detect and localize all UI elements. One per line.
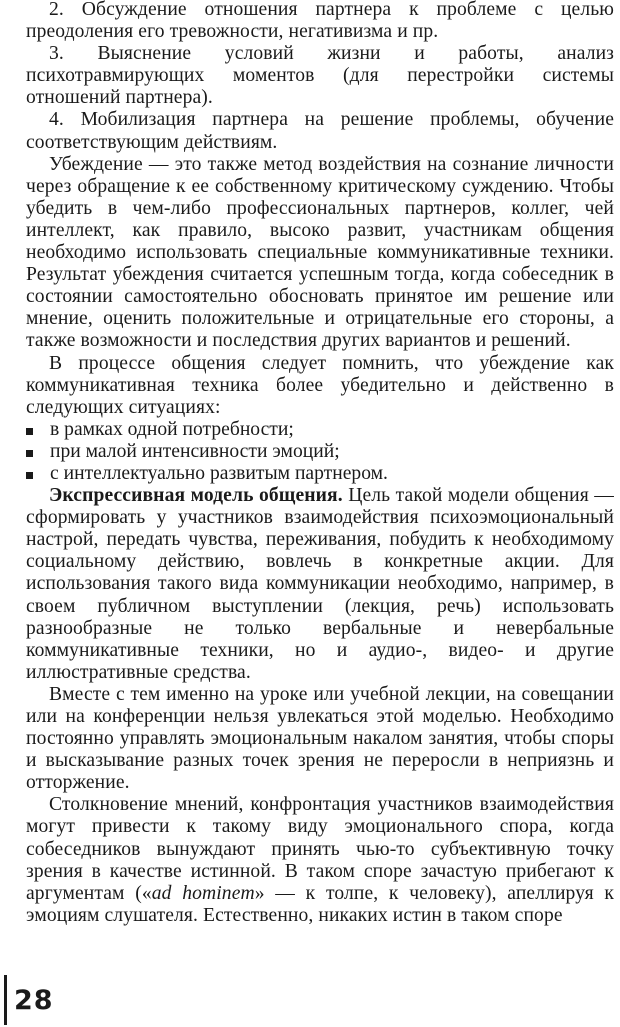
bullet-square-icon [26, 450, 33, 457]
paragraph-step-4: 4. Мобилизация партнера на решение проблемы, обучение соответствующим действиям. [26, 109, 614, 153]
paragraph-confrontation [26, 794, 614, 927]
page-number: 28 [14, 985, 54, 1016]
paragraph-text: » — к толпе, к человеку), апеллируя к эмоциям слушателя. Естественно, никаких истин в таком споре [26, 882, 614, 926]
situations-list [26, 419, 614, 485]
paragraph-persuasion-situations: В процессе общения следует помнить, что убеждение как коммуникативная техника более убедительно и действенно в следующих ситуациях: [26, 352, 614, 418]
page-number-rule [4, 975, 7, 1025]
list-item [26, 441, 614, 463]
list-item-text: в рамках одной потребности; [50, 418, 294, 440]
paragraph-text: Столкновение мнений, конфронтация участников взаимодействия могут привести к такому виду эмоционального спора, когда собеседников вынуждают принять чью-то субъективную точку зрения в качестве истинной. В таком споре зачастую прибегают к аргументам (« [26, 794, 614, 904]
paragraph-expressive-model [26, 485, 614, 684]
list-item-text: при малой интенсивности эмоций; [50, 440, 340, 462]
paragraph-step-3: 3. Выяснение условий жизни и работы, анализ психотравмирующих моментов (для перестройки системы отношений партнера). [26, 43, 614, 109]
paragraph-text: Цель такой модели общения — сформировать у участников взаимодействия психоэмоциональный настрой, передать чувства, переживания, побудить к необходимому социальному действию, вовлечь в конкретные акции. Для использования такого вида коммуникации необходимо, например, в своем публичном выступлении (лекция, речь) использовать разнообразные не только вербальные и невербальные коммуникативные техники, но и аудио-, видео- и другие иллюстративные средства. [26, 485, 614, 683]
paragraph-step-2: 2. Обсуждение отношения партнера к проблеме с целью преодоления его тревожности, негативизма и пр. [26, 0, 614, 43]
bullet-square-icon [26, 428, 33, 435]
latin-phrase: ad hominem [151, 882, 255, 904]
bullet-square-icon [26, 472, 33, 479]
paragraph-persuasion: Убеждение — это также метод воздействия на сознание личности через обращение к ее собственному критическому суждению. Чтобы убедить в чем-либо профессиональных партнеров, коллег, чей интеллект, как правило, высоко развит, участникам общения необходимо использовать специальные коммуникативные техники. Результат убеждения считается успешным тогда, когда собеседник в состоянии самостоятельно обосновать принятое им решение или мнение, оценить положительные и отрицательные его стороны, а также возможности и последствия других вариантов и решений. [26, 153, 614, 352]
list-item-text: с интеллектуально развитым партнером. [50, 462, 388, 484]
list-item [26, 463, 614, 485]
list-item [26, 419, 614, 441]
page-body [26, 0, 614, 927]
paragraph-lecture-caution: Вместе с тем именно на уроке или учебной лекции, на совещании или на конференции нельзя увлекаться этой моделью. Необходимо постоянно управлять эмоциональным накалом занятия, чтобы споры и высказывание разных точек зрения не переросли в неприязнь и отторжение. [26, 683, 614, 794]
section-heading: Экспрессивная модель общения. [49, 485, 343, 507]
